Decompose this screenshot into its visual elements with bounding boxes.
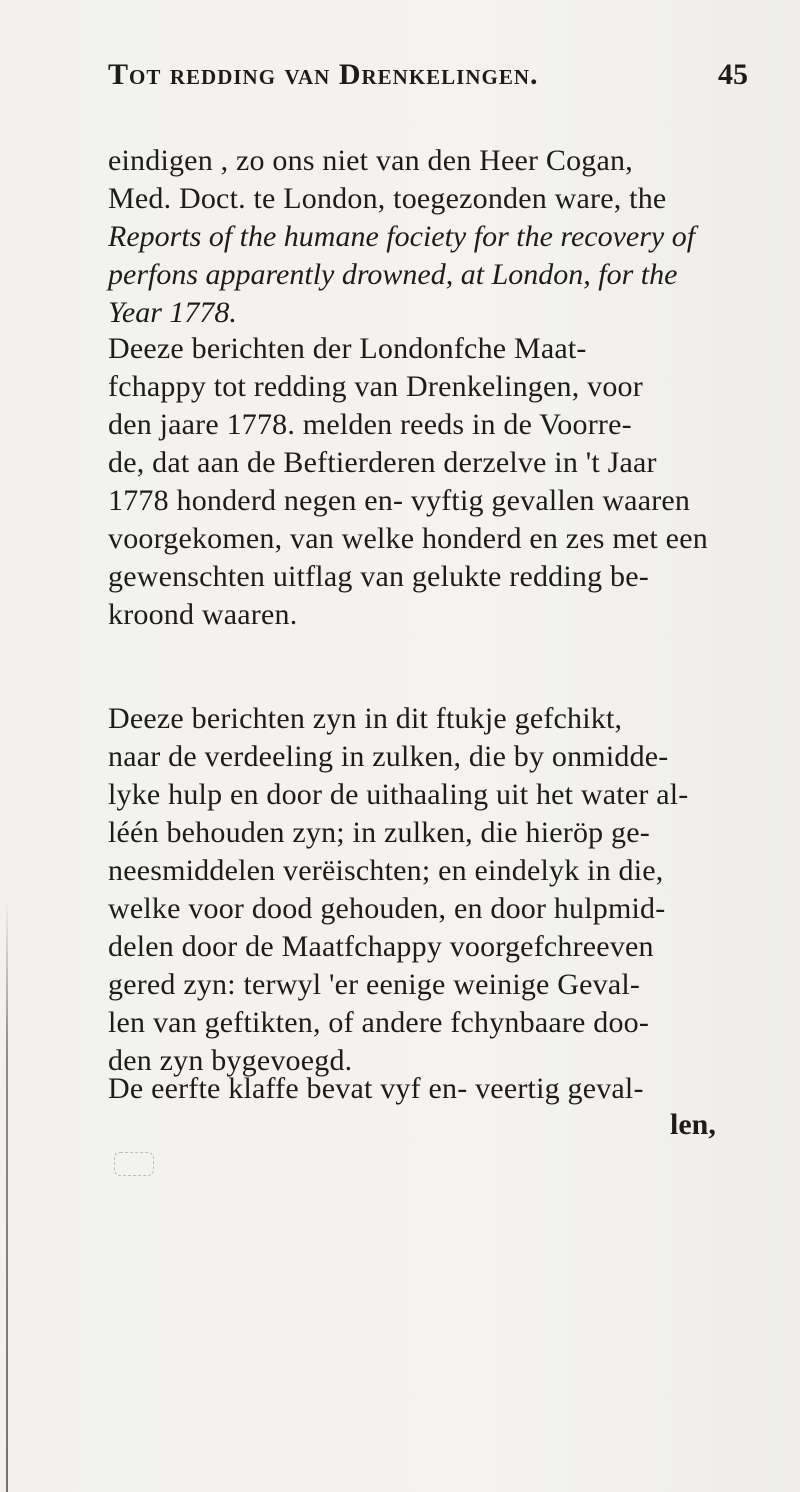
- text-line: kroond waaren.: [108, 598, 298, 631]
- text-line: Deeze berichten zyn in dit ftukje gefchikt,: [108, 702, 623, 735]
- text-line: perfons apparently drowned, at London, for the: [108, 258, 678, 291]
- text-line: léén behouden zyn; in zulken, die hieröp ge-: [108, 816, 650, 849]
- page-header: [108, 58, 748, 108]
- text-line: lyke hulp en door de uithaaling uit het water al-: [108, 778, 689, 811]
- text-line: eindigen , zo ons niet van den Heer Cogan,: [108, 144, 633, 177]
- text-line: Med. Doct. te London, toegezonden ware, the: [108, 182, 667, 215]
- paragraph-2: [108, 330, 758, 634]
- text-line: neesmiddelen verëischten; en eindelyk in die,: [108, 854, 664, 887]
- page-edge-shadow: [6, 900, 8, 1492]
- text-line: delen door de Maatfchappy voorgefchreeven: [108, 930, 654, 963]
- text-line: Year 1778.: [108, 296, 237, 329]
- text-line: len van geftikten, of andere fchynbaare doo-: [108, 1006, 650, 1039]
- running-title: Tot redding van Drenkelingen.: [108, 58, 539, 91]
- ink-smudge: [114, 1152, 154, 1176]
- text-line: voorgekomen, van welke honderd en zes met een: [108, 522, 708, 555]
- paragraph-4: [108, 1070, 758, 1108]
- text-line: Deeze berichten der Londonfche Maat-: [108, 332, 587, 365]
- text-line: De eerfte klaffe bevat vyf en- veertig geval-: [108, 1072, 644, 1105]
- text-line: gered zyn: terwyl 'er eenige weinige Geval-: [108, 968, 641, 1001]
- text-line: den zyn bygevoegd.: [108, 1044, 353, 1077]
- text-line: de, dat aan de Beftierderen derzelve in 't Jaar: [108, 446, 657, 479]
- text-line: 1778 honderd negen en- vyftig gevallen waaren: [108, 484, 691, 517]
- catchword: len,: [670, 1108, 716, 1141]
- text-line: den jaare 1778. melden reeds in de Voorre-: [108, 408, 632, 441]
- text-line: naar de verdeeling in zulken, die by onmidde-: [108, 740, 669, 773]
- text-line: fchappy tot redding van Drenkelingen, voor: [108, 370, 643, 403]
- text-line: Reports of the humane fociety for the recovery of: [108, 220, 696, 253]
- paragraph-3: [108, 700, 758, 1080]
- paragraph-1: [108, 142, 758, 332]
- text-line: welke voor dood gehouden, en door hulpmid-: [108, 892, 666, 925]
- text-line: gewenschten uitflag van gelukte redding be-: [108, 560, 649, 593]
- page-number: 45: [718, 58, 748, 91]
